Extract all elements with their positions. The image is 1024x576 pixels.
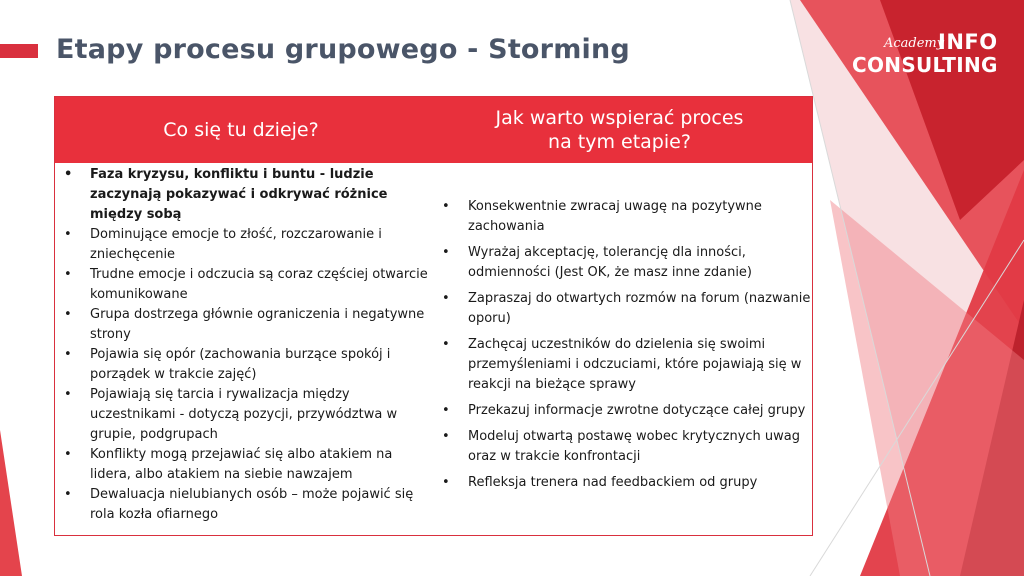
how-to-support-item	[437, 243, 812, 283]
bullet-icon: •	[442, 429, 450, 444]
bullet-icon: •	[64, 307, 72, 322]
what-happens-item-text: Konflikty mogą przejawiać się albo atakiem na lidera, albo atakiem na siebie nawzajem	[90, 447, 393, 482]
how-to-support-item-text: Zapraszaj do otwartych rozmów na forum (nazwanie oporu)	[468, 291, 811, 326]
how-to-support-item	[437, 427, 812, 467]
what-happens-item-text: Faza kryzysu, konfliktu i buntu - ludzie zaczynają pokazywać i odkrywać różnice między sobą	[90, 167, 388, 222]
bullet-icon: •	[64, 387, 72, 402]
what-happens-item-text: Grupa dostrzega głównie ograniczenia i negatywne strony	[90, 307, 425, 342]
bullet-icon: •	[442, 291, 450, 306]
what-happens-item	[59, 345, 429, 385]
bullet-icon: •	[64, 347, 72, 362]
logo-script-text: Academy	[884, 36, 945, 51]
what-happens-item-text: Dominujące emocje to złość, rozczarowanie i zniechęcenie	[90, 227, 382, 262]
bullet-icon: •	[64, 227, 72, 242]
how-to-support-item	[437, 335, 812, 395]
company-logo	[850, 30, 1000, 80]
bullet-icon: •	[64, 167, 73, 182]
what-happens-item	[59, 445, 429, 485]
how-to-support-list	[437, 197, 812, 499]
what-happens-item-text: Dewaluacja nielubianych osób – może pojawić się rola kozła ofiarnego	[90, 487, 414, 522]
bullet-icon: •	[442, 475, 450, 490]
header-how-to-support-label: Jak warto wspierać proces na tym etapie?	[495, 107, 744, 153]
what-happens-list	[59, 165, 429, 525]
table-header	[55, 97, 812, 163]
bullet-icon: •	[442, 199, 450, 214]
logo-word-info: INFO	[938, 30, 998, 54]
bullet-icon: •	[442, 337, 450, 352]
content-table	[54, 96, 813, 536]
what-happens-item	[59, 385, 429, 445]
how-to-support-item-text: Modeluj otwartą postawę wobec krytycznych uwag oraz w trakcie konfrontacji	[468, 429, 800, 464]
what-happens-item	[59, 165, 429, 225]
how-to-support-item	[437, 197, 812, 237]
bullet-icon: •	[442, 245, 450, 260]
header-what-happens	[55, 97, 427, 163]
how-to-support-item-text: Refleksja trenera nad feedbackiem od grupy	[468, 475, 758, 490]
what-happens-item	[59, 485, 429, 525]
what-happens-item-text: Trudne emocje i odczucia są coraz częściej otwarcie komunikowane	[90, 267, 428, 302]
logo-word-consulting: CONSULTING	[852, 53, 998, 77]
header-what-happens-label: Co się tu dzieje?	[163, 119, 319, 141]
title-accent-bar	[0, 44, 38, 58]
how-to-support-item	[437, 401, 812, 421]
slide-title: Etapy procesu grupowego - Storming	[56, 34, 630, 65]
what-happens-item-text: Pojawiają się tarcia i rywalizacja między uczestnikami - dotyczą pozycji, przywództwa w grupie, podgrupach	[90, 387, 398, 442]
how-to-support-item-text: Wyrażaj akceptację, tolerancję dla inności, odmienności (Jest OK, że masz inne zdanie)	[468, 245, 753, 280]
header-how-to-support	[427, 97, 812, 163]
bullet-icon: •	[64, 447, 72, 462]
how-to-support-item	[437, 289, 812, 329]
how-to-support-item-text: Konsekwentnie zwracaj uwagę na pozytywne zachowania	[468, 199, 762, 234]
what-happens-item-text: Pojawia się opór (zachowania burzące spokój i porządek w trakcie zajęć)	[90, 347, 391, 382]
how-to-support-item	[437, 473, 812, 493]
what-happens-item	[59, 265, 429, 305]
bullet-icon: •	[64, 267, 72, 282]
bullet-icon: •	[64, 487, 72, 502]
bullet-icon: •	[442, 403, 450, 418]
how-to-support-item-text: Zachęcaj uczestników do dzielenia się swoimi przemyśleniami i odczuciami, które pojawiają się w reakcji na bieżące sprawy	[468, 337, 802, 392]
what-happens-item	[59, 225, 429, 265]
what-happens-item	[59, 305, 429, 345]
how-to-support-item-text: Przekazuj informacje zwrotne dotyczące całej grupy	[468, 403, 806, 418]
